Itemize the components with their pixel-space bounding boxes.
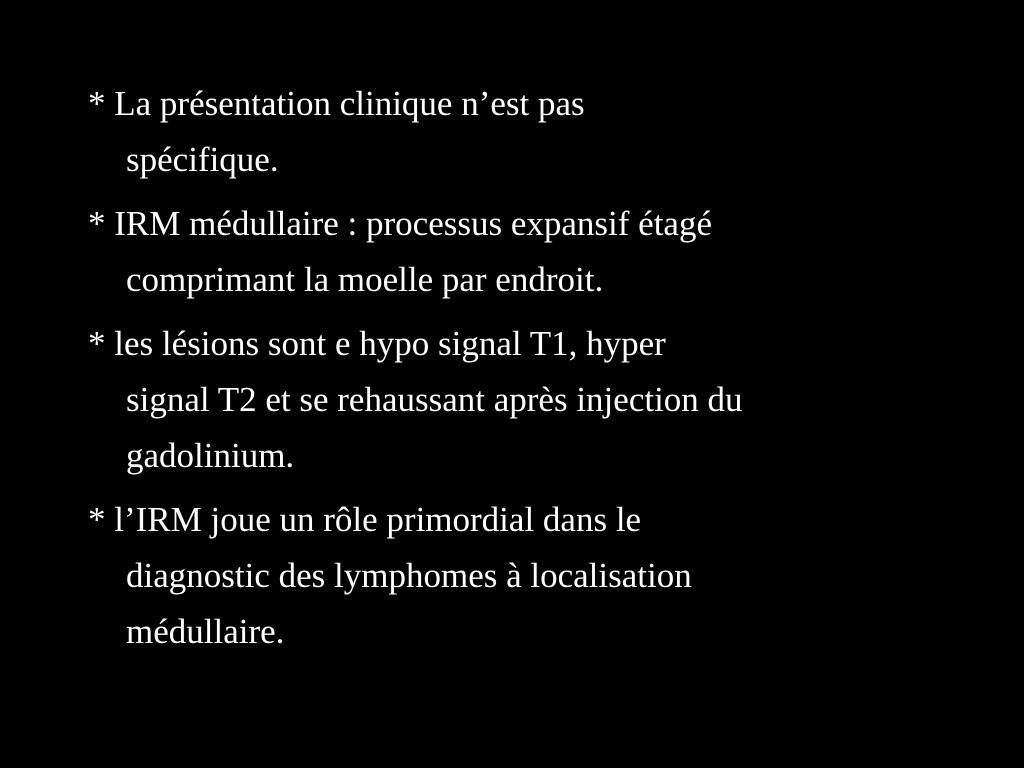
bullet-text: * La présentation clinique n’est pas spécifique. (88, 84, 585, 179)
bullet-list (88, 76, 948, 668)
bullet-item (88, 76, 948, 188)
bullet-item (88, 196, 948, 308)
bullet-item (88, 492, 948, 660)
bullet-text: * les lésions sont e hypo signal T1, hyper signal T2 et se rehaussant après injection du gadolinium. (88, 324, 743, 475)
bullet-text: * IRM médullaire : processus expansif étagé comprimant la moelle par endroit. (88, 204, 712, 299)
bullet-text: * l’IRM joue un rôle primordial dans le diagnostic des lymphomes à localisation médullaire. (88, 500, 692, 651)
bullet-item (88, 316, 948, 484)
